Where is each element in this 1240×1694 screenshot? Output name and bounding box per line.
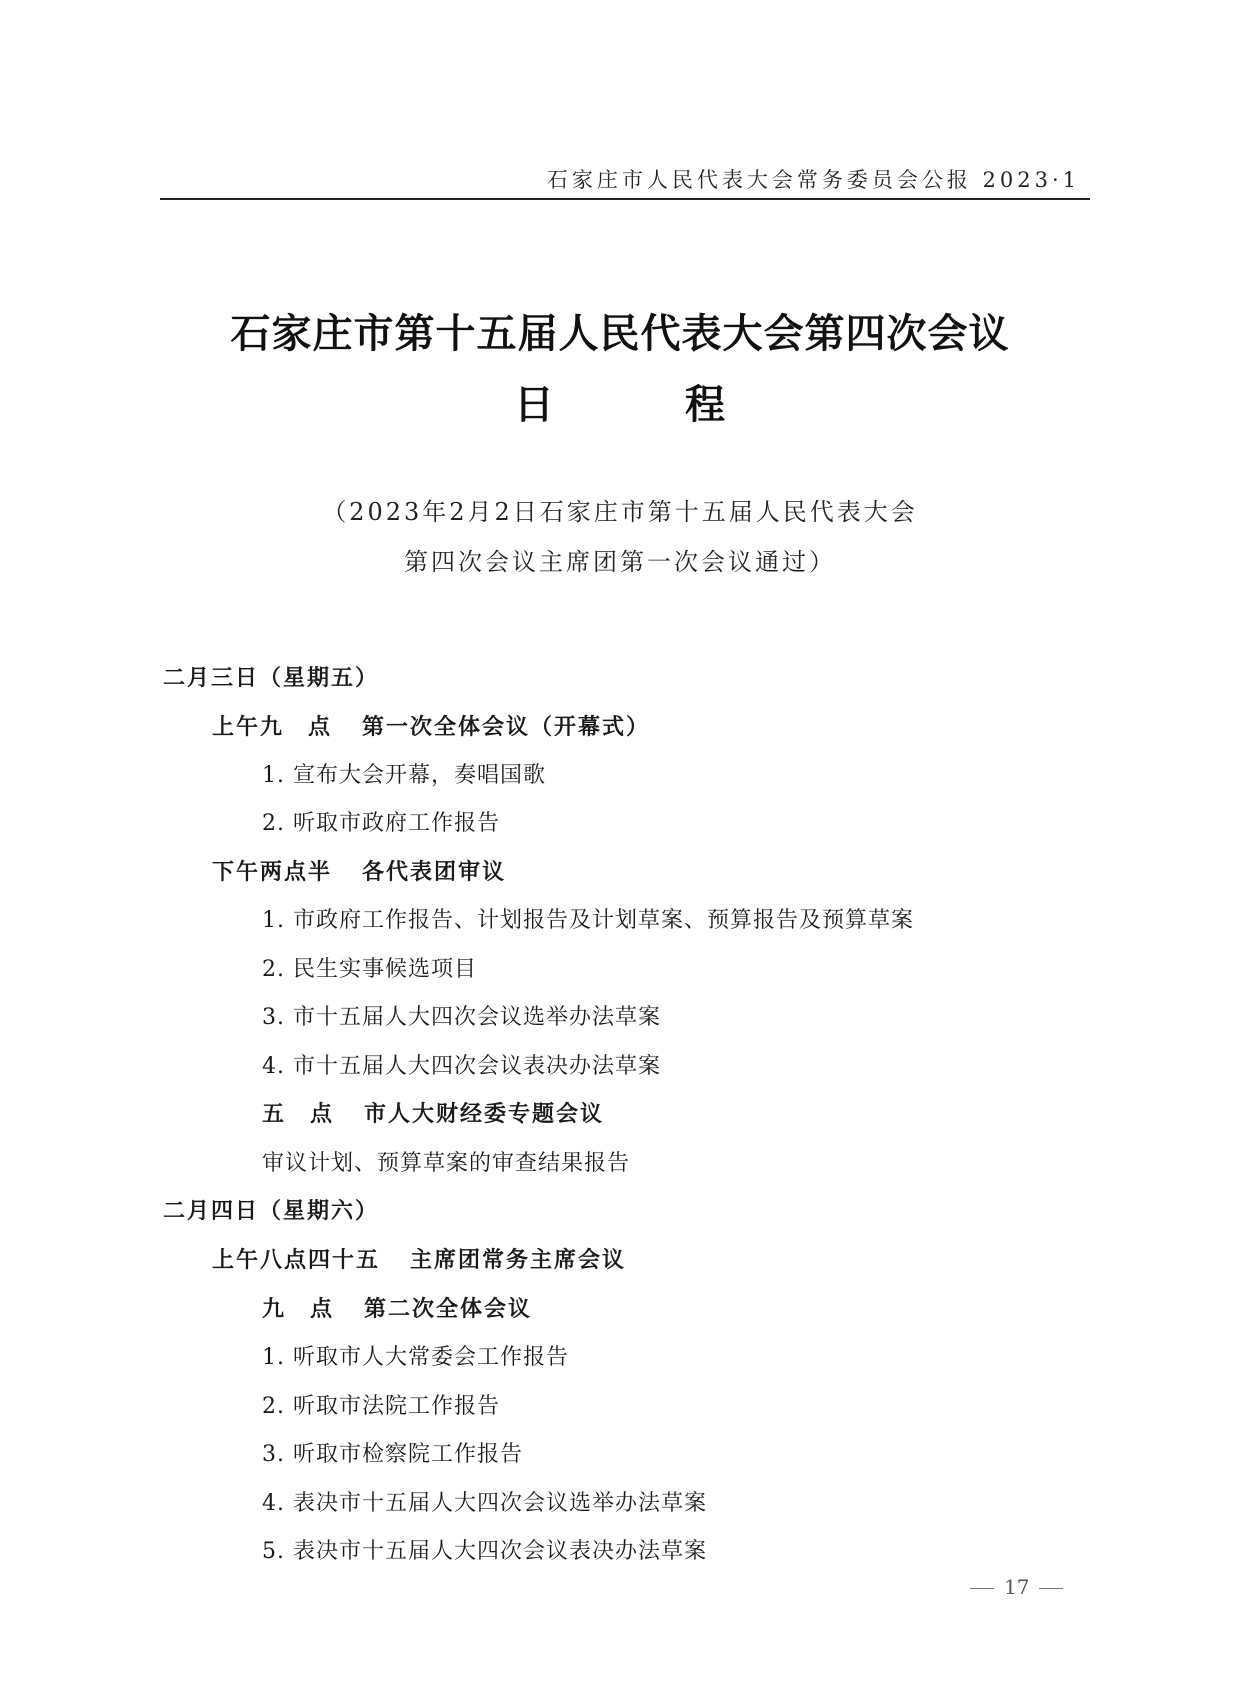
session-time: 九 点 xyxy=(262,1297,335,1322)
publication-header: 石家庄市人民代表大会常务委员会公报 2023·1 xyxy=(546,168,1080,192)
list-item: 5. 表决市十五届人大四次会议表决办法草案 xyxy=(262,1539,707,1564)
title-char-cheng: 程 xyxy=(685,382,726,428)
list-item: 1. 宣布大会开幕，奏唱国歌 xyxy=(262,763,546,788)
session-title: 第一次全体会议（开幕式） xyxy=(362,715,651,740)
day2-date: 二月四日（星期六） xyxy=(163,1199,380,1224)
page-header xyxy=(160,158,1090,200)
page-number xyxy=(960,1575,1073,1599)
page-title-schedule xyxy=(0,373,1240,430)
day1-session3-heading xyxy=(262,1100,604,1130)
list-item: 2. 听取市法院工作报告 xyxy=(262,1394,500,1419)
day1-date: 二月三日（星期五） xyxy=(163,666,380,691)
session-time: 下午两点半 xyxy=(212,860,333,885)
session-note: 审议计划、预算草案的审查结果报告 xyxy=(262,1151,631,1176)
day1-session1-heading xyxy=(212,713,650,743)
subtitle-line-2: 第四次会议主席团第一次会议通过） xyxy=(404,548,836,576)
session-title: 第二次全体会议 xyxy=(364,1297,533,1322)
session-time: 五 点 xyxy=(262,1102,335,1127)
dash-right xyxy=(1039,1588,1063,1589)
list-item: 2. 民生实事候选项目 xyxy=(262,957,477,982)
session-title: 各代表团审议 xyxy=(362,860,507,885)
list-item: 2. 听取市政府工作报告 xyxy=(262,811,500,836)
day2-session1-heading xyxy=(212,1246,626,1276)
dash-left xyxy=(970,1588,994,1589)
page-number-value: 17 xyxy=(1004,1575,1030,1599)
list-item: 4. 表决市十五届人大四次会议选举办法草案 xyxy=(262,1491,707,1516)
list-item: 1. 听取市人大常委会工作报告 xyxy=(262,1345,569,1370)
list-item: 3. 听取市检察院工作报告 xyxy=(262,1442,523,1467)
list-item: 3. 市十五届人大四次会议选举办法草案 xyxy=(262,1005,661,1030)
session-time: 上午八点四十五 xyxy=(212,1248,381,1273)
session-title: 市人大财经委专题会议 xyxy=(364,1102,605,1127)
list-item: 4. 市十五届人大四次会议表决办法草案 xyxy=(262,1054,661,1079)
day1-session2-heading xyxy=(212,858,506,888)
day2-session2-heading xyxy=(262,1295,532,1325)
page-title: 石家庄市第十五届人民代表大会第四次会议 xyxy=(230,311,1010,357)
title-char-ri: 日 xyxy=(514,382,555,428)
session-time: 上午九 点 xyxy=(212,715,333,740)
session-title: 主席团常务主席会议 xyxy=(410,1248,627,1273)
subtitle-line-1: （2023年2月2日石家庄市第十五届人民代表大会 xyxy=(322,498,918,526)
list-item: 1. 市政府工作报告、计划报告及计划草案、预算报告及预算草案 xyxy=(262,908,914,933)
